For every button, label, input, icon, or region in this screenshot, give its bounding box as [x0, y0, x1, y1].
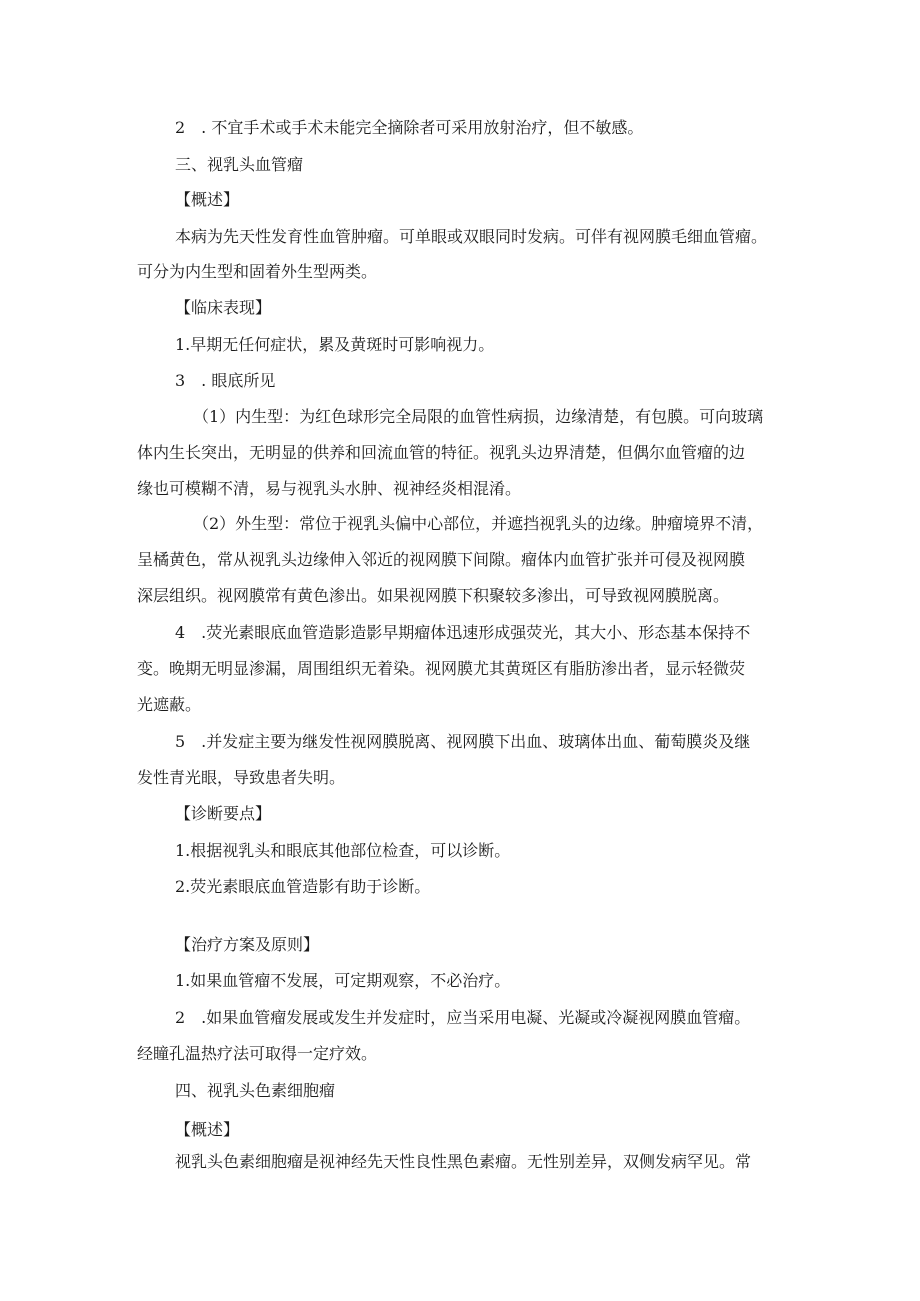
- paragraph-line: 视乳头色素细胞瘤是视神经先天性良性黑色素瘤。无性别差异，双侧发病罕见。常: [175, 1152, 752, 1171]
- paragraph-line: 经瞳孔温热疗法可取得一定疗效。: [137, 1044, 378, 1063]
- paragraph-line: 1.早期无任何症状，累及黄斑时可影响视力。: [175, 335, 495, 354]
- subsection-heading: 【概述】: [175, 190, 240, 209]
- subsection-heading: 【概述】: [175, 1120, 240, 1139]
- paragraph-line: 变。晚期无明显渗漏，周围组织无着染。视网膜尤其黄斑区有脂肪渗出者，显示轻微荧: [137, 659, 746, 678]
- paragraph-line: 5 .并发症主要为继发性视网膜脱离、视网膜下出血、玻璃体出血、葡萄膜炎及继: [175, 732, 751, 751]
- paragraph-line: 2 .如果血管瘤发展或发生并发症时，应当采用电凝、光凝或冷凝视网膜血管瘤。: [175, 1008, 751, 1027]
- paragraph-line: 可分为内生型和固着外生型两类。: [137, 262, 378, 281]
- subsection-heading: 【治疗方案及原则】: [175, 935, 320, 954]
- paragraph-line: （1）内生型：为红色球形完全局限的血管性病损，边缘清楚，有包膜。可向玻璃: [193, 407, 764, 426]
- paragraph-line: 1.如果血管瘤不发展，可定期观察，不必治疗。: [175, 971, 511, 990]
- paragraph-line: 本病为先天性发育性血管肿瘤。可单眼或双眼同时发病。可伴有视网膜毛细血管瘤。: [175, 227, 768, 246]
- paragraph-line: 缘也可模糊不清，易与视乳头水肿、视神经炎相混淆。: [137, 479, 522, 498]
- paragraph-line: 2.荧光素眼底血管造影有助于诊断。: [175, 877, 431, 896]
- paragraph-line: 4 .荧光素眼底血管造影造影早期瘤体迅速形成强荧光，其大小、形态基本保持不: [175, 623, 751, 642]
- section-heading: 四、视乳头色素细胞瘤: [175, 1081, 336, 1100]
- paragraph-line: 3 . 眼底所见: [175, 371, 276, 390]
- paragraph-line: 呈橘黄色，常从视乳头边缘伸入邻近的视网膜下间隙。瘤体内血管扩张并可侵及视网膜: [137, 550, 746, 569]
- section-heading: 三、视乳头血管瘤: [175, 155, 304, 174]
- paragraph-line: 发性青光眼，导致患者失明。: [137, 768, 346, 787]
- paragraph-line: 1.根据视乳头和眼底其他部位检查，可以诊断。: [175, 841, 511, 860]
- paragraph-line: （2）外生型：常位于视乳头偏中心部位，并遮挡视乳头的边缘。肿瘤境界不清，: [193, 514, 764, 533]
- subsection-heading: 【诊断要点】: [175, 804, 272, 823]
- paragraph-line: 体内生长突出，无明显的供养和回流血管的特征。视乳头边界清楚，但偶尔血管瘤的边: [137, 443, 746, 462]
- paragraph-line: 光遮蔽。: [137, 695, 202, 714]
- paragraph-line: 2 . 不宜手术或手术未能完全摘除者可采用放射治疗，但不敏感。: [175, 118, 644, 137]
- paragraph-line: 深层组织。视网膜常有黄色渗出。如果视网膜下积聚较多渗出，可导致视网膜脱离。: [137, 586, 730, 605]
- subsection-heading: 【临床表现】: [175, 298, 272, 317]
